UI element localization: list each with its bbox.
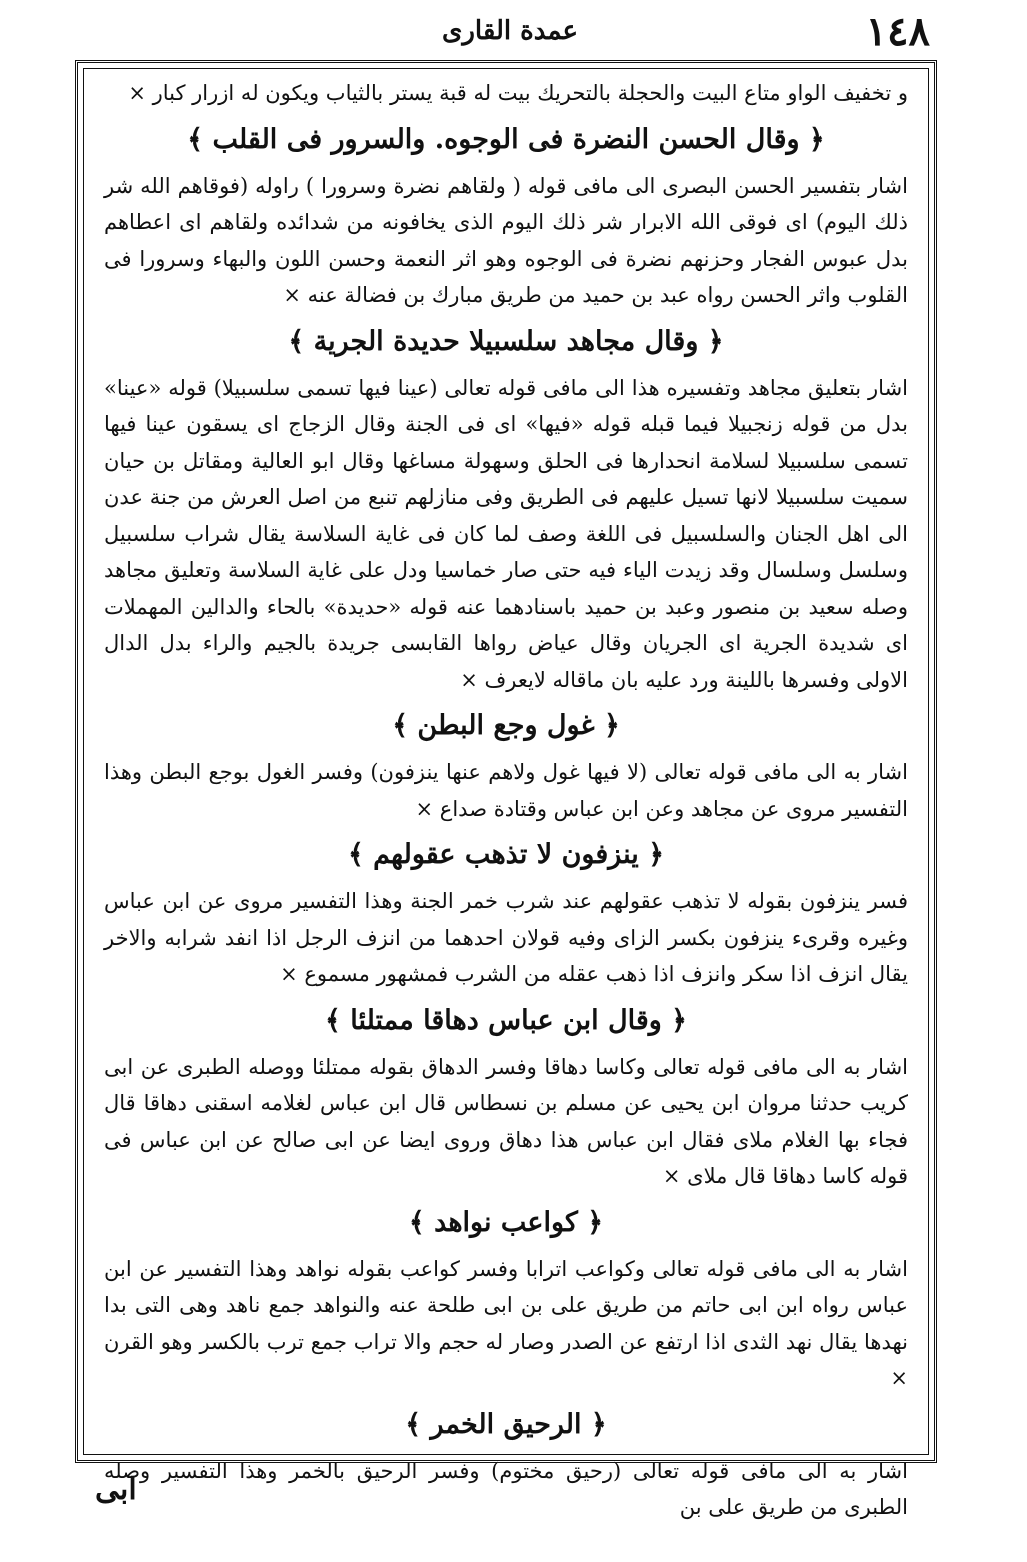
section-heading: ﴿ وقال ابن عباس دهاقا ممتلئا ﴾: [325, 1004, 687, 1036]
page-number: ١٤٨: [865, 8, 930, 55]
paragraph: اشار بتعليق مجاهد وتفسيره هذا الى مافى قوله تعالى (عينا فيها تسمى سلسبيلا) قوله «عينا» بدل من قوله زنجبيلا فيما قبله قوله «فيها» اى فى الجنة وقال الزجاج اى يسقون عينا فيها تسمى سلسبيلا لسلامة انحدارها فى الحلق وسهولة مساغها وقال ابو العالية ومقاتل بن حيان سميت سلسبيلا لانها تسيل عليهم فى الطريق وفى منازلهم تنبع من اصل العرش من جنة عدن الى اهل الجنان والسلسبيل فى اللغة وصف لما كان فى غاية السلاسة يقال شراب سلسبيل وسلسل وسلسال وقد زيدت الياء فيه حتى صار خماسيا ودل على غاية السلاسة وتعليق مجاهد وصله سعيد بن منصور وعبد بن حميد باسنادهما عنه قوله «حديدة» بالحاء والدالين المهملات اى شديدة الجرية اى الجريان وقال عياض رواها القابسى جريدة بالجيم والراء بدل الدال الاولى وفسرها باللينة ورد عليه بان ماقاله لايعرف ×: [104, 375, 908, 692]
paragraph: اشار به الى مافى قوله تعالى وكاسا دهاقا وفسر الدهاق بقوله ممتلئا ووصله الطبرى عن ابى كريب حدثنا مروان ابن يحيى عن مسلم بن نسطاس قال ابن عباس لغلامه اسقنى دهاقا قال فجاء بها الغلام ملاى فقال ابن عباس هذا دهاق وروى ايضا عن ابى صالح عن ابن عباس فى قوله كاسا دهاقا قال ملاى ×: [104, 1054, 908, 1188]
main-text: [104, 75, 908, 1526]
paragraph: اشار به الى مافى قوله تعالى وكواعب اترابا وفسر كواعب بقوله نواهد وهذا التفسير عن ابن عباس رواه ابن ابى حاتم من طريق على بن ابى طلحة عنه والنواهد جمع ناهد وهى التى بدا نهدها يقال نهد الثدى اذا ارتفع عن الصدر وصار له حجم والا تراب جمع ترب بالكسر وهو القرن ×: [104, 1256, 908, 1390]
paragraph: و تخفيف الواو متاع البيت والحجلة بالتحريك بيت له قبة يستر بالثياب ويكون له ازرار كبار ×: [128, 81, 908, 105]
section-heading: ﴿ ينزفون لا تذهب عقولهم ﴾: [347, 839, 665, 870]
section-heading: ﴿ وقال الحسن النضرة فى الوجوه. والسرور فى القلب ﴾: [187, 123, 825, 155]
page-header: [70, 8, 950, 56]
section-heading: ﴿ وقال مجاهد سلسبيلا حديدة الجرية ﴾: [288, 325, 724, 357]
catchword: ابى: [95, 1472, 137, 1507]
section-heading: ﴿ كواعب نواهد ﴾: [408, 1206, 604, 1238]
section-heading: ﴿ الرحيق الخمر ﴾: [405, 1408, 607, 1440]
paragraph: اشار بتفسير الحسن البصرى الى مافى قوله ( ولقاهم نضرة وسرورا ) راوله (فوقاهم الله شر ذلك اليوم) اى فوقى الله الابرار شر ذلك اليوم الذى يخافونه من شدائده ولقاهم اى اعطاهم بدل عبوس الفجار وحزنهم نضرة فى الوجوه وهو اثر النعمة وحسن اللون والبهاء وسرورا فى القلوب واثر الحسن رواه عبد بن حميد من طريق مبارك بن فضالة عنه ×: [104, 173, 908, 307]
paragraph: فسر ينزفون بقوله لا تذهب عقولهم عند شرب خمر الجنة وهذا التفسير مروى عن ابن عباس وغيره وقرىء ينزفون بكسر الزاى وفيه قولان احدهما من انزف الرجل اذا انفد شرابه والاخر يقال انزف اذا سكر وانزف اذا ذهب عقله من الشرب فمشهور مسموع ×: [104, 889, 908, 986]
section-heading: ﴿ غول وجع البطن ﴾: [392, 710, 620, 741]
text-frame: [75, 60, 937, 1519]
paragraph: اشار به الى مافى قوله تعالى (لا فيها غول ولاهم عنها ينزفون) وفسر الغول بوجع البطن وهذا التفسير مروى عن مجاهد وعن ابن عباس وقتادة صداع ×: [104, 760, 908, 821]
paragraph: اشار به الى مافى قوله تعالى (رحيق مختوم) وفسر الرحيق بالخمر وهذا التفسير وصله الطبرى من طريق على بن: [104, 1458, 908, 1519]
running-title: عمدة القاری: [442, 16, 578, 46]
